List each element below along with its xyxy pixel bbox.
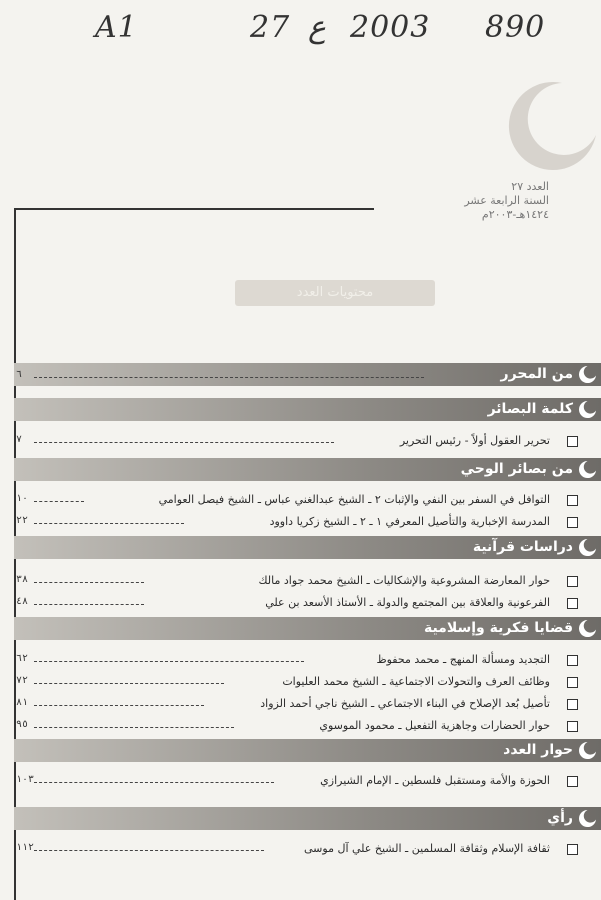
- entry-text: حوار المعارضة المشروعية والإشكاليات ـ الشيخ محمد جواد مالك: [258, 574, 550, 587]
- toc-entry[interactable]: [16, 595, 550, 613]
- section-title: من بصائر الوحي: [460, 461, 573, 477]
- toc-entry[interactable]: [16, 652, 550, 670]
- entry-text: تأصيل بُعد الإصلاح في البناء الاجتماعي ـ الشيخ ناجي أحمد الزواد: [260, 697, 550, 710]
- entry-text: المدرسة الإخبارية والتأصيل المعرفي ١ ـ ٢ ـ الشيخ زكريا داوود: [269, 515, 550, 528]
- section-title: من المحرر: [500, 366, 573, 382]
- page-number: ٨١: [16, 697, 29, 708]
- section-bar-issue-interview: [14, 739, 601, 762]
- page-number: ٧٢: [16, 675, 29, 686]
- crescent-icon: [578, 809, 597, 828]
- entry-text: الفرعونية والعلاقة بين المجتمع والدولة ـ الأستاذ الأسعد بن علي: [265, 596, 550, 609]
- page-number: ٣٨: [16, 574, 29, 585]
- dotted-leader: [34, 782, 274, 783]
- crescent-icon: [578, 538, 597, 557]
- entry-text: وظائف العرف والتحولات الاجتماعية ـ الشيخ محمد العليوات: [282, 675, 550, 688]
- entry-text: حوار الحضارات وجاهزية التفعيل ـ محمود الموسوي: [319, 719, 550, 732]
- entry-text: ثقافة الإسلام وثقافة المسلمين ـ الشيخ علي آل موسى: [304, 842, 550, 855]
- checkbox-icon: [567, 721, 578, 732]
- issue-number: العدد ٢٧: [511, 180, 549, 193]
- handwritten-day: 27: [250, 10, 291, 45]
- toc-entry[interactable]: [16, 718, 550, 736]
- dotted-leader: [34, 442, 334, 443]
- checkbox-icon: [567, 699, 578, 710]
- dotted-leader: [34, 523, 184, 524]
- page-number: ٦٢: [16, 653, 29, 664]
- page-number: ٢٢: [16, 515, 29, 526]
- checkbox-icon: [567, 495, 578, 506]
- dotted-leader: [34, 604, 144, 605]
- section-bar-quranic-studies: [14, 536, 601, 559]
- page-number: ١١٢: [16, 842, 35, 853]
- checkbox-icon: [567, 576, 578, 587]
- handwritten-month: ع: [308, 10, 326, 45]
- toc-entry[interactable]: [16, 433, 550, 451]
- frame-top-line: [14, 208, 374, 210]
- page-number: ٤٨: [16, 596, 29, 607]
- checkbox-icon: [567, 776, 578, 787]
- page-number: ١٠: [16, 493, 29, 504]
- section-title: كلمة البصائر: [487, 401, 573, 417]
- checkbox-icon: [567, 844, 578, 855]
- issue-date: ١٤٢٤هـ-٢٠٠٣م: [481, 208, 549, 221]
- crescent-icon: [578, 741, 597, 760]
- dotted-leader: [34, 727, 234, 728]
- page-number: ٩٥: [16, 719, 29, 730]
- checkbox-icon: [567, 436, 578, 447]
- entry-text: التجديد ومسألة المنهج ـ محمد محفوظ: [376, 653, 550, 666]
- handwritten-ref-number: 890: [485, 10, 546, 45]
- entry-text: تحرير العقول أولاً - رئيس التحرير: [399, 434, 550, 447]
- toc-entry[interactable]: [16, 841, 550, 859]
- contents-title: محتويات العدد: [235, 280, 435, 306]
- section-bar-intellectual-issues: [14, 617, 601, 640]
- toc-entry[interactable]: [16, 492, 550, 510]
- issue-info: [464, 180, 549, 222]
- page-number: ٧: [16, 434, 23, 445]
- section-title: حوار العدد: [503, 742, 573, 758]
- dotted-leader: [34, 850, 264, 851]
- page-number: ١٠٣: [16, 774, 35, 785]
- toc-entry[interactable]: [16, 696, 550, 714]
- handwritten-code: A1: [95, 10, 138, 45]
- toc-entry[interactable]: [16, 674, 550, 692]
- section-title: دراسات قرآنية: [472, 539, 573, 555]
- entry-text: الحوزة والأمة ومستقبل فلسطين ـ الإمام الشيرازي: [320, 774, 550, 787]
- section-bar-revelation: [14, 458, 601, 481]
- crescent-logo-icon: [500, 75, 600, 175]
- toc-entry[interactable]: [16, 514, 550, 532]
- section-title: قضايا فكرية وإسلامية: [423, 620, 573, 636]
- dotted-leader: [34, 661, 304, 662]
- checkbox-icon: [567, 655, 578, 666]
- dotted-leader: [34, 501, 84, 502]
- dotted-leader: [34, 377, 424, 378]
- checkbox-icon: [567, 517, 578, 528]
- issue-year: السنة الرابعة عشر: [464, 194, 549, 207]
- crescent-icon: [578, 400, 597, 419]
- crescent-icon: [578, 460, 597, 479]
- toc-entry[interactable]: [16, 573, 550, 591]
- section-bar-basair-word: [14, 398, 601, 421]
- dotted-leader: [34, 683, 224, 684]
- crescent-icon: [578, 619, 597, 638]
- handwritten-year: 2003: [350, 10, 431, 45]
- toc-entry[interactable]: [16, 773, 550, 791]
- checkbox-icon: [567, 598, 578, 609]
- dotted-leader: [34, 582, 144, 583]
- toc-entry[interactable]: [16, 368, 550, 386]
- section-bar-opinion: [14, 807, 601, 830]
- page-number: ٦: [16, 369, 23, 380]
- crescent-icon: [578, 365, 597, 384]
- checkbox-icon: [567, 677, 578, 688]
- entry-text: التوافل في السفر بين النفي والإثبات ٢ ـ الشيخ عبدالغني عباس ـ الشيخ فيصل العوامي: [158, 493, 550, 506]
- section-title: رأي: [547, 810, 573, 826]
- dotted-leader: [34, 705, 204, 706]
